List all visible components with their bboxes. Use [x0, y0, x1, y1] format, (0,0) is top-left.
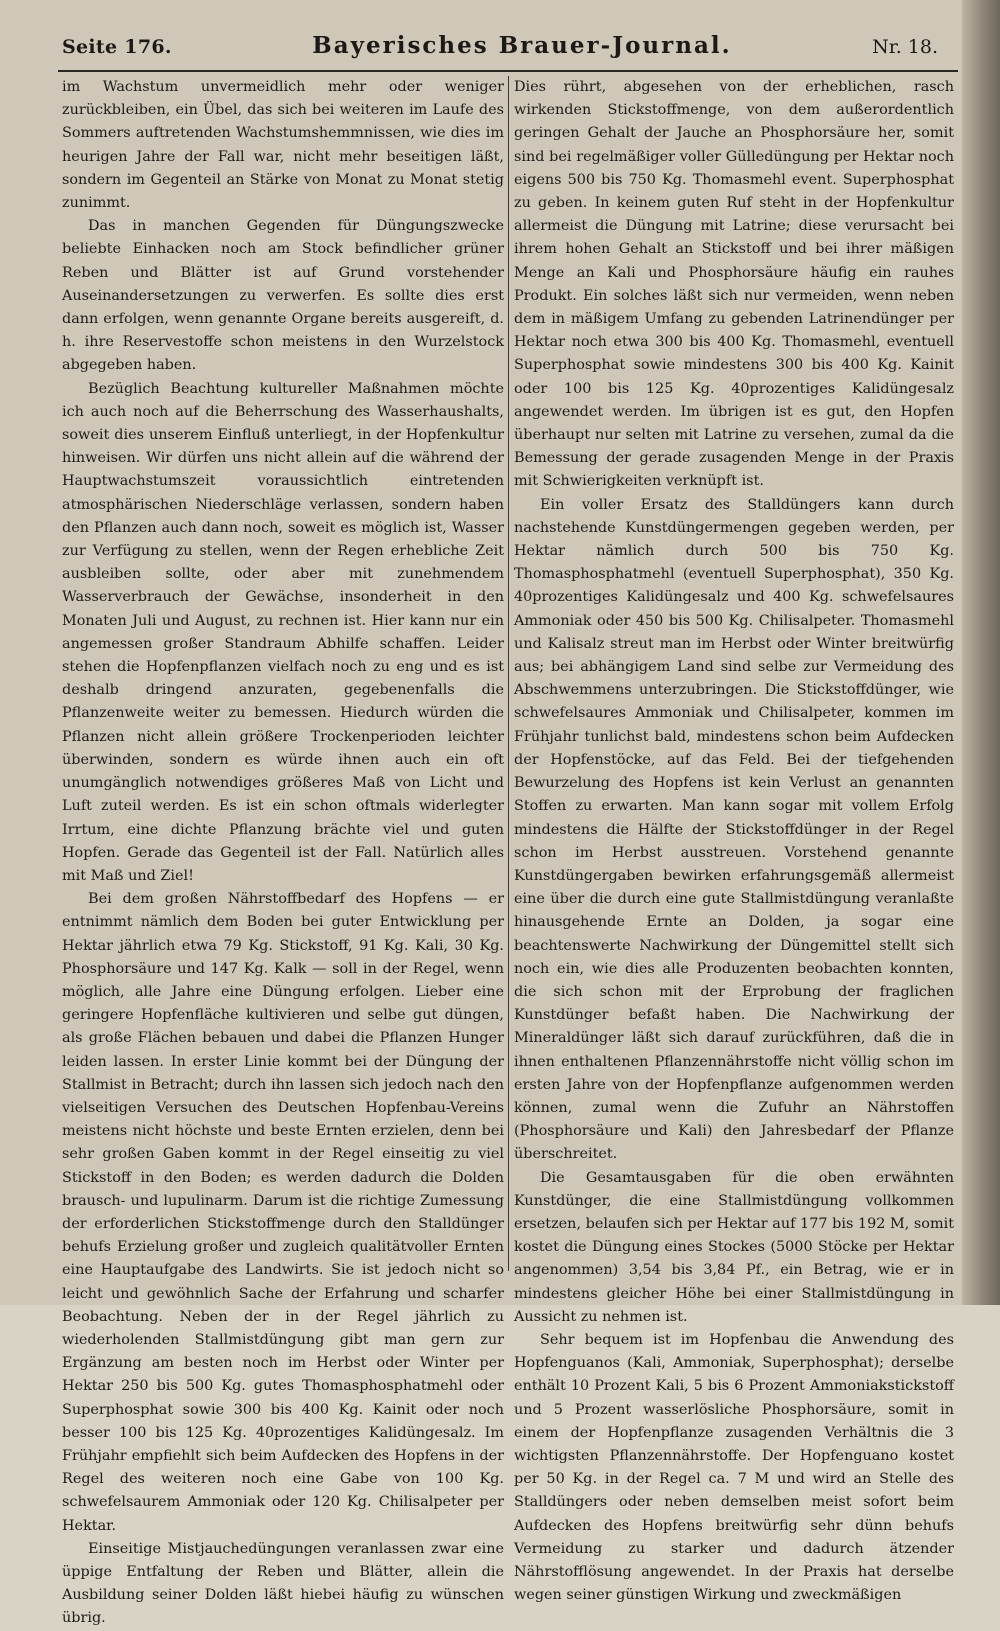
right-column	[514, 76, 954, 1604]
paragraph: Das in manchen Gegenden für Düngungszwecke beliebte Einhacken noch am Stock befindlicher grüner Reben und Blätter ist auf Grund vorstehender Auseinandersetzungen zu verwerfen. Es sollte dies erst dann erfolgen, wenn genannte Organe bereits ausgereift, d. h. ihre Reservestoffe schon meistens in den Wurzelstock abgegeben haben.	[62, 218, 504, 374]
paragraph: Bei dem großen Nährstoffbedarf des Hopfens — er entnimmt nämlich dem Boden bei guter Entwicklung per Hektar jährlich etwa 79 Kg. Stickstoff, 91 Kg. Kali, 30 Kg. Phosphorsäure und 147 Kg. Kalk — soll in der Regel, wenn möglich, alle Jahre eine Düngung erfolgen. Lieber eine geringere Hopfenfläche kultivieren und selbe gut düngen, als große Flächen bebauen und dabei die Pflanzen Hunger leiden lassen. In erster Linie kommt bei der Düngung der Stallmist in Betracht; durch ihn lassen sich jedoch nach den vielseitigen Versuchen des Deutschen Hopfenbau-Vereins meistens nicht höchste und beste Ernten erzielen, denn bei sehr großen Gaben kommt in der Regel einseitig zu viel Stickstoff in den Boden; es werden dadurch die Dolden brausch- und lupulinarm. Darum ist die richtige Zumessung der erforderlichen Stickstoffmenge durch den Stalldünger behufs Erzielung großer und zugleich qualitätvoller Ernten eine Hauptaufgabe des Landwirts. Sie ist jedoch nicht so leicht und gewöhnlich Sache der Erfahrung und scharfer Beobachtung. Neben der in der Regel jährlich zu wiederholenden Stallmistdüngung gibt man gern zur Ergänzung am besten noch im Herbst oder Winter per Hektar 250 bis 500 Kg. gutes Thomasphosphatmehl oder Superphosphat sowie 300 bis 400 Kg. Kainit oder noch besser 100 bis 125 Kg. 40prozentiges Kalidüngesalz. Im Frühjahr empfiehlt sich beim Aufdecken des Hopfens in der Regel des weiteren noch eine Gabe von 100 Kg. schwefelsaurem Ammoniak oder 120 Kg. Chilisalpeter per Hektar.	[62, 891, 504, 1534]
paragraph: Ein voller Ersatz des Stalldüngers kann durch nachstehende Kunstdüngermengen gegeben werden, per Hektar nämlich durch 500 bis 750 Kg. Thomasphosphatmehl (eventuell Superphosphat), 350 Kg. 40prozentiges Kalidüngesalz und 400 Kg. schwefelsaures Ammoniak oder 450 bis 500 Kg. Chilisalpeter. Thomasmehl und Kalisalz streut man im Herbst oder Winter breitwürfig aus; bei abhängigem Land sind selbe zur Vermeidung des Abschwemmens unterzubringen. Die Stickstoffdünger, wie schwefelsaures Ammoniak und Chilisalpeter, kommen im Frühjahr tunlichst bald, mindestens schon beim Aufdecken der Hopfenstöcke, auf das Feld. Bei der tiefgehenden Bewurzelung des Hopfens ist kein Verlust an genannten Stoffen zu erwarten. Man kann sogar mit vollem Erfolg mindestens die Hälfte der Stickstoffdünger in der Regel schon im Herbst ausstreuen. Vorstehend genannte Kunstdüngergaben bewirken erfahrungsgemäß allermeist eine über die durch eine gute Stallmistdüngung veranlaßte hinausgehende Ernte an Dolden, ja sogar eine beachtenswerte Nachwirkung der Düngemittel stellt sich noch ein, wie dies alle Produzenten beobachten konnten, die sich schon mit der Erprobung der fraglichen Kunstdünger befaßt haben. Die Nachwirkung der Mineraldünger läßt sich darauf zurückführen, daß die in ihnen enthaltenen Pflanzennährstoffe nicht völlig schon im ersten Jahre von der Hopfenpflanze aufgenommen werden können, zumal wenn die Zufuhr an Nährstoffen (Phosphorsäure und Kali) den Jahresbedarf der Pflanze überschreitet.	[514, 496, 954, 1163]
column-divider	[508, 76, 509, 1271]
paragraph: Die Gesamtausgaben für die oben erwähnten Kunstdünger, die eine Stallmistdüngung vollkommen ersetzen, belaufen sich per Hektar auf 177 bis 192 M, somit kostet die Düngung eines Stockes (5000 Stöcke per Hektar angenommen) 3,54 bis 3,84 Pf., ein Betrag, wie er in mindestens gleicher Höhe bei einer Stallmistdüngung in Aussicht zu nehmen ist.	[514, 1169, 954, 1325]
paragraph: Bezüglich Beachtung kultureller Maßnahmen möchte ich auch noch auf die Beherrschung des Wasserhaushalts, soweit dies unserem Einfluß unterliegt, in der Hopfenkultur hinweisen. Wir dürfen uns nicht allein auf die während der Hauptwachstumszeit voraussichtlich eintretenden atmosphärischen Niederschläge verlassen, sondern haben den Pflanzen auch dann noch, soweit es möglich ist, Wasser zur Verfügung zu stellen, wenn der Regen erhebliche Zeit ausbleiben sollte, oder aber mit zunehmendem Wasserverbrauch der Gewächse, insonderheit in den Monaten Juli und August, zu rechnen ist. Hier kann nur ein angemessen großer Standraum Abhilfe schaffen. Leider stehen die Hopfenpflanzen vielfach noch zu eng und es ist deshalb dringend anzuraten, gegebenenfalls die Pflanzenweite weiter zu bemessen. Hiedurch würden die Pflanzen nicht allein größere Trockenperioden leichter überwinden, sondern es würde ihnen auch ein oft unumgänglich notwendiges größeres Maß von Licht und Luft zuteil werden. Es ist ein schon oftmals widerlegter Irrtum, eine dichte Pflanzung brächte viel und guten Hopfen. Gerade das Gegenteil ist der Fall. Natürlich alles mit Maß und Ziel!	[62, 380, 504, 884]
paragraph: Sehr bequem ist im Hopfenbau die Anwendung des Hopfenguanos (Kali, Ammoniak, Superphosphat); derselbe enthält 10 Prozent Kali, 5 bis 6 Prozent Ammoniakstickstoff und 5 Prozent wasserlösliche Phosphorsäure, somit in einem der Hopfenpflanze zusagenden Verhältnis die 3 wichtigsten Pflanzennährstoffe. Der Hopfenguano kostet per 50 Kg. in der Regel ca. 7 M und wird an Stelle des Stalldüngers oder neben demselben meist sofort beim Aufdecken des Hopfens breitwürfig sehr dünn behufs Vermeidung zu starker und dadurch ätzender Nährstofflösung angewendet. In der Praxis hat derselbe wegen seiner günstigen Wirkung und zweckmäßigen	[514, 1331, 954, 1604]
left-column	[62, 76, 504, 1627]
header-rule	[58, 70, 958, 72]
paragraph: Einseitige Mistjauchedüngungen veranlassen zwar eine üppige Entfaltung der Reben und Blätter, allein die Ausbildung seiner Dolden läßt hiebei häufig zu wünschen übrig.	[62, 1540, 504, 1627]
paragraph: Dies rührt, abgesehen von der erheblichen, rasch wirkenden Stickstoffmenge, von dem außerordentlich geringen Gehalt der Jauche an Phosphorsäure her, somit sind bei regelmäßiger voller Gülledüngung per Hektar noch eigens 500 bis 750 Kg. Thomasmehl event. Superphosphat zu geben. In keinem guten Ruf steht in der Hopfenkultur allermeist die Düngung mit Latrine; diese verursacht bei ihrem hohen Gehalt an Stickstoff und bei ihrer mäßigen Menge an Kali und Phosphorsäure häufig ein rauhes Produkt. Ein solches läßt sich nur vermeiden, wenn neben dem in mäßigem Umfang zu gebenden Latrinendünger per Hektar noch etwa 300 bis 400 Kg. Thomasmehl, eventuell Superphosphat sowie mindestens 300 bis 400 Kg. Kainit oder 100 bis 125 Kg. 40prozentiges Kalidüngesalz angewendet werden. Im übrigen ist es gut, den Hopfen überhaupt nur selten mit Latrine zu versehen, zumal da die Bemessung der gerade zusagenden Menge in der Praxis mit Schwierigkeiten verknüpft ist.	[514, 79, 954, 490]
page-number: Seite 176.	[62, 36, 172, 58]
issue-number: Nr. 18.	[872, 36, 938, 58]
journal-title: Bayerisches Brauer-Journal.	[312, 32, 732, 59]
paragraph: im Wachstum unvermeidlich mehr oder weniger zurückbleiben, ein Übel, das sich bei weiteren im Laufe des Sommers auftretenden Wachstumshemmnissen, wie dies im heurigen Jahre der Fall war, nicht mehr beseitigen läßt, sondern im Gegenteil an Stärke von Monat zu Monat stetig zunimmt.	[62, 79, 504, 212]
page-edge-shadow	[962, 0, 1000, 1305]
page-header	[62, 32, 938, 72]
